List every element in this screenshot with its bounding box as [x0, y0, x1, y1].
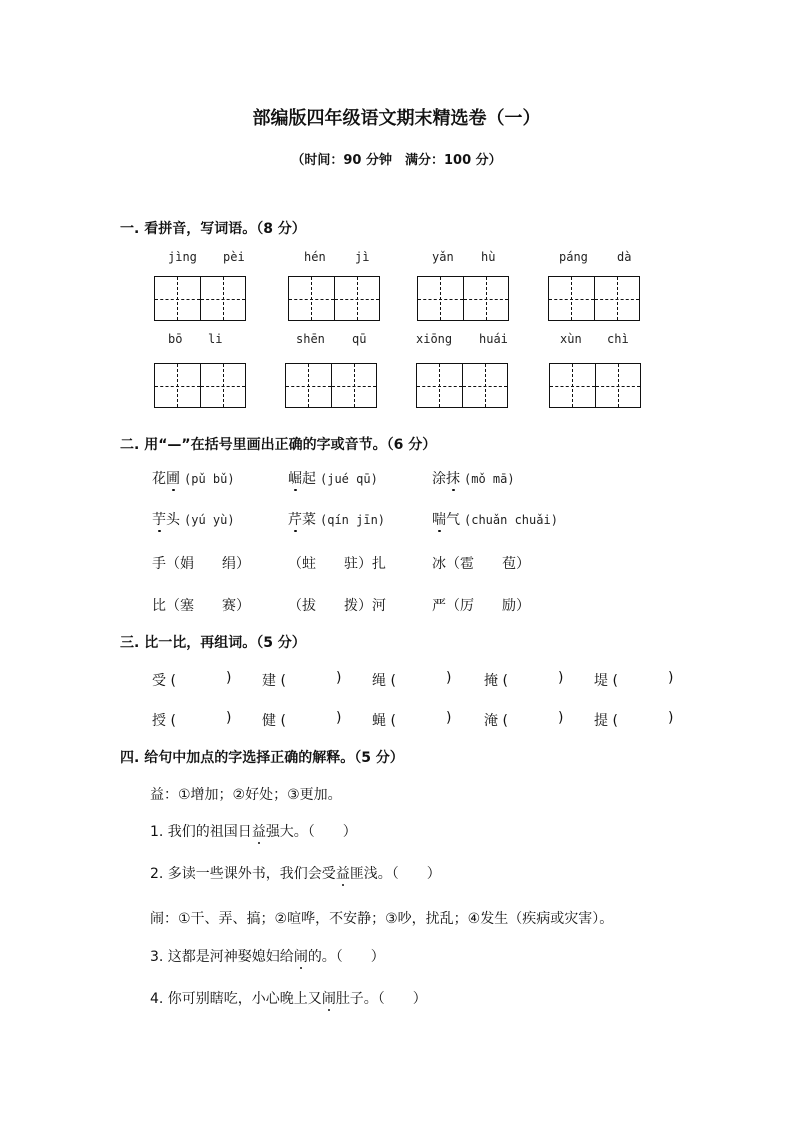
- pinyin-options[interactable]: (chuǎn chuǎi): [464, 513, 558, 527]
- char-label: 淹 (: [484, 713, 508, 729]
- tianzige-cell[interactable]: [335, 277, 380, 320]
- choice-item: [288, 553, 386, 573]
- dotted-char: 抹: [446, 471, 460, 487]
- section1-heading: 一. 看拼音，写词语。（8 分）: [120, 221, 306, 237]
- dotted-char: 圃: [166, 471, 180, 487]
- line-text: 匪浅。（ ）: [349, 866, 441, 882]
- tianzige-cell[interactable]: [289, 277, 335, 320]
- writing-grid[interactable]: [285, 363, 377, 408]
- word-blank[interactable]: ): [226, 710, 232, 726]
- section4-heading: 四. 给句中加点的字选择正确的解释。（5 分）: [120, 750, 404, 766]
- page-title: 部编版四年级语文期末精选卷（一）: [252, 108, 541, 129]
- item-text: 手（娟 绢）: [152, 556, 250, 572]
- word-blank[interactable]: ): [558, 710, 564, 726]
- writing-grid[interactable]: [154, 363, 246, 408]
- dotted-char: 闹: [293, 949, 308, 965]
- pinyin-label: xùn: [560, 332, 582, 346]
- line-text: 的。（ ）: [307, 949, 385, 965]
- item-text: （拔 拨）河: [288, 598, 386, 614]
- pinyin-label: jì: [355, 250, 370, 264]
- char-label: 健 (: [262, 713, 286, 729]
- pinyin-label: shēn: [296, 332, 325, 346]
- tianzige-cell[interactable]: [596, 364, 641, 407]
- dotted-char: 闹: [321, 991, 336, 1007]
- line-text: 强大。（ ）: [265, 824, 357, 840]
- item-text: 严（厉 励）: [432, 598, 530, 614]
- choice-item: [432, 509, 558, 529]
- sentence-line: [150, 988, 427, 1008]
- dotted-char: 益: [251, 824, 266, 840]
- choice-item: [432, 595, 530, 615]
- item-text: （蛀 驻）扎: [288, 556, 386, 572]
- line-text: 1. 我们的祖国日: [150, 824, 252, 840]
- pinyin-label: chì: [607, 332, 629, 346]
- item-text: 头: [166, 512, 180, 528]
- tianzige-cell[interactable]: [549, 277, 595, 320]
- line-text: 3. 这都是河神娶媳妇给: [150, 949, 294, 965]
- tianzige-cell[interactable]: [201, 364, 246, 407]
- pinyin-options[interactable]: (pǔ bǔ): [184, 472, 235, 486]
- sentence-line: [150, 946, 385, 966]
- char-label: 受 (: [152, 673, 176, 689]
- char-label: 掩 (: [484, 673, 508, 689]
- tianzige-cell[interactable]: [286, 364, 332, 407]
- choice-item: [152, 468, 235, 488]
- writing-grid[interactable]: [154, 276, 246, 321]
- exam-info: （时间：90 分钟 满分：100 分）: [291, 153, 502, 168]
- pinyin-options[interactable]: (qín jīn): [320, 513, 386, 527]
- pinyin-label: pèi: [223, 250, 245, 264]
- writing-grid[interactable]: [549, 363, 641, 408]
- writing-grid[interactable]: [548, 276, 640, 321]
- tianzige-cell[interactable]: [417, 364, 463, 407]
- dotted-char: 益: [335, 866, 350, 882]
- pinyin-label: li: [208, 332, 223, 346]
- dotted-char: 崛: [288, 471, 302, 487]
- dotted-char: 喘: [432, 512, 446, 528]
- word-blank[interactable]: ): [668, 670, 674, 686]
- char-label: 提 (: [594, 713, 618, 729]
- choice-item: [288, 595, 386, 615]
- item-text: 比（塞 赛）: [152, 598, 250, 614]
- tianzige-cell[interactable]: [155, 364, 201, 407]
- char-label: 蝇 (: [372, 713, 396, 729]
- pinyin-label: bō: [168, 332, 183, 346]
- word-blank[interactable]: ): [558, 670, 564, 686]
- line-text: 益：①增加；②好处；③更加。: [150, 787, 342, 803]
- item-text: 花: [152, 471, 166, 487]
- pinyin-options[interactable]: (jué qū): [320, 472, 378, 486]
- pinyin-label: dà: [617, 250, 632, 264]
- line-text: 4. 你可别瞎吃，小心晚上又: [150, 991, 322, 1007]
- tianzige-cell[interactable]: [595, 277, 640, 320]
- writing-grid[interactable]: [417, 276, 509, 321]
- word-blank[interactable]: ): [336, 710, 342, 726]
- pinyin-options[interactable]: (mǒ mā): [464, 472, 515, 486]
- pinyin-label: hù: [481, 250, 496, 264]
- tianzige-cell[interactable]: [464, 277, 509, 320]
- dotted-char: 芋: [152, 512, 166, 528]
- pinyin-label: huái: [479, 332, 508, 346]
- pinyin-label: páng: [559, 250, 588, 264]
- writing-grid[interactable]: [416, 363, 508, 408]
- item-text: 涂: [432, 471, 446, 487]
- dotted-char: 芹: [288, 512, 302, 528]
- pinyin-label: qū: [352, 332, 367, 346]
- line-text: 肚子。（ ）: [335, 991, 427, 1007]
- tianzige-cell[interactable]: [550, 364, 596, 407]
- sentence-line: [150, 821, 357, 841]
- sentence-line: [150, 784, 342, 804]
- word-blank[interactable]: ): [226, 670, 232, 686]
- pinyin-label: hén: [304, 250, 326, 264]
- pinyin-label: jìng: [168, 250, 197, 264]
- pinyin-options[interactable]: (yú yù): [184, 513, 235, 527]
- word-blank[interactable]: ): [336, 670, 342, 686]
- section2-heading: 二. 用“—”在括号里画出正确的字或音节。（6 分）: [120, 437, 437, 453]
- choice-item: [288, 468, 378, 488]
- word-blank[interactable]: ): [668, 710, 674, 726]
- item-text: 冰（雹 苞）: [432, 556, 530, 572]
- tianzige-cell[interactable]: [332, 364, 377, 407]
- char-label: 绳 (: [372, 673, 396, 689]
- tianzige-cell[interactable]: [463, 364, 508, 407]
- char-label: 授 (: [152, 713, 176, 729]
- item-text: 气: [446, 512, 460, 528]
- item-text: 菜: [302, 512, 316, 528]
- choice-item: [288, 509, 385, 529]
- line-text: 闹：①干、弄、搞；②喧哗，不安静；③吵，扰乱；④发生（疾病或灾害）。: [150, 911, 614, 927]
- choice-item: [152, 509, 235, 529]
- word-blank[interactable]: ): [446, 670, 452, 686]
- word-blank[interactable]: ): [446, 710, 452, 726]
- char-label: 堤 (: [594, 673, 618, 689]
- writing-grid[interactable]: [288, 276, 380, 321]
- sentence-line: [150, 863, 441, 883]
- tianzige-cell[interactable]: [155, 277, 201, 320]
- sentence-line: [150, 908, 613, 928]
- choice-item: [432, 468, 515, 488]
- pinyin-label: yǎn: [432, 250, 454, 264]
- tianzige-cell[interactable]: [418, 277, 464, 320]
- section3-heading: 三. 比一比，再组词。（5 分）: [120, 635, 306, 651]
- char-label: 建 (: [262, 673, 286, 689]
- pinyin-label: xiōng: [416, 332, 453, 346]
- tianzige-cell[interactable]: [201, 277, 246, 320]
- choice-item: [432, 553, 530, 573]
- item-text: 起: [302, 471, 316, 487]
- choice-item: [152, 553, 250, 573]
- choice-item: [152, 595, 250, 615]
- line-text: 2. 多读一些课外书，我们会受: [150, 866, 336, 882]
